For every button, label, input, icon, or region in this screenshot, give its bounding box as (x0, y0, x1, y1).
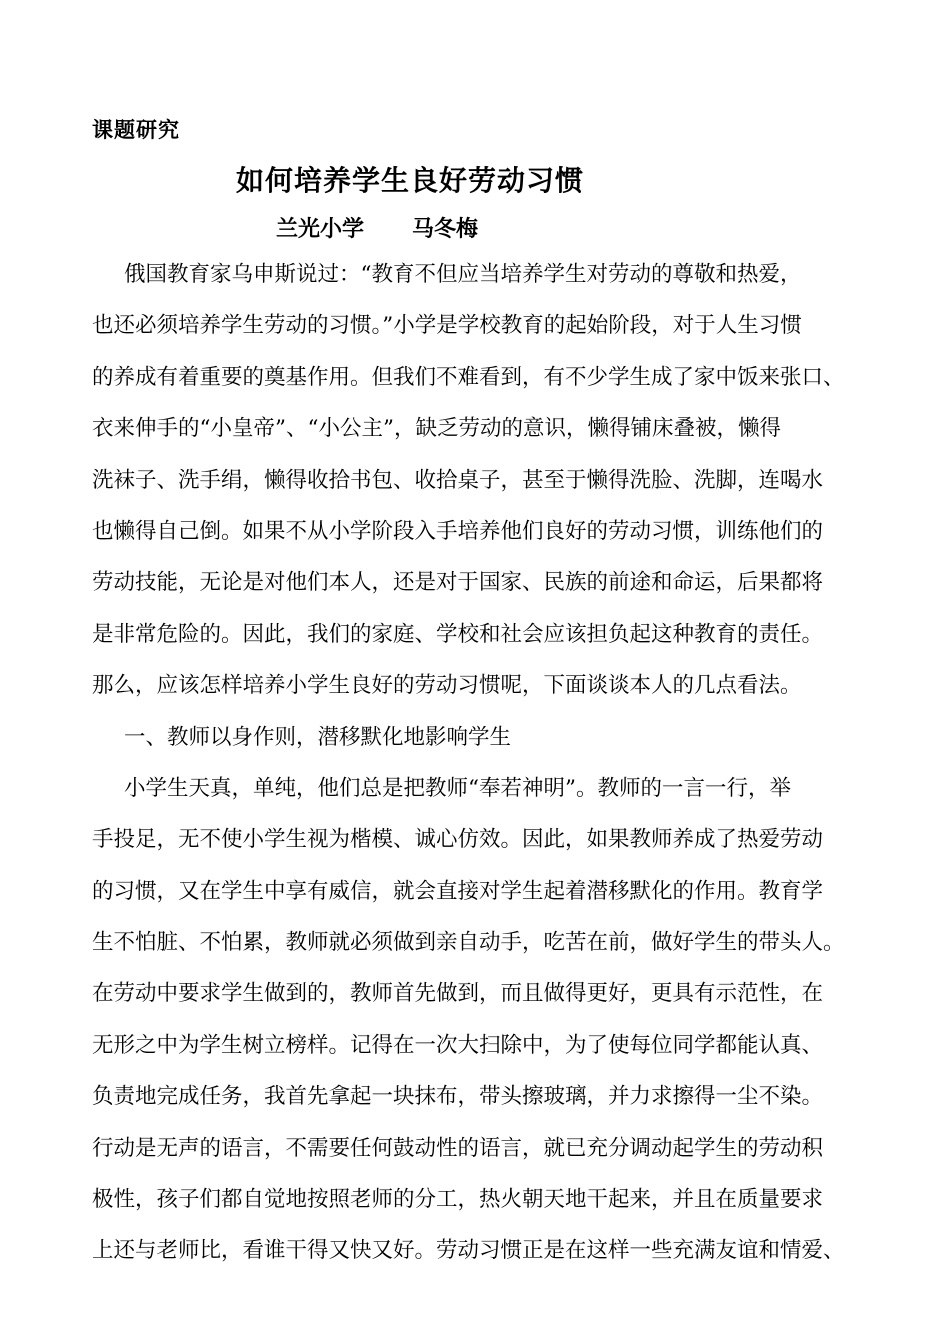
document-category: 课题研究 (92, 118, 180, 142)
paragraph-line: 那么，应该怎样培养小学生良好的劳动习惯呢，下面谈谈本人的几点看法。 (92, 673, 802, 699)
paragraph-line: 上还与老师比，看谁干得又快又好。劳动习惯正是在这样一些充满友谊和情爱、 (92, 1238, 845, 1264)
paragraph-line: 的养成有着重要的奠基作用。但我们不难看到，有不少学生成了家中饭来张口、 (92, 364, 845, 390)
paragraph-line: 负责地完成任务，我首先拿起一块抹布，带头擦玻璃，并力求擦得一尘不染。 (92, 1084, 824, 1110)
body-text (92, 258, 862, 1286)
paragraph-line: 无形之中为学生树立榜样。记得在一次大扫除中，为了使每位同学都能认真、 (92, 1032, 824, 1058)
paragraph-line: 极性，孩子们都自觉地按照老师的分工，热火朝天地干起来，并且在质量要求 (92, 1187, 824, 1213)
paragraph-line: 洗袜子、洗手绢，懒得收拾书包、收拾桌子，甚至于懒得洗脸、洗脚，连喝水 (92, 467, 824, 493)
paragraph-line: 衣来伸手的“小皇帝”、“小公主”，缺乏劳动的意识，懒得铺床叠被，懒得 (92, 416, 781, 442)
paragraph-line: 劳动技能，无论是对他们本人，还是对于国家、民族的前途和命运，后果都将 (92, 570, 824, 596)
paragraph-line: 也懒得自己倒。如果不从小学阶段入手培养他们良好的劳动习惯，训练他们的 (92, 518, 824, 544)
author-name: 马冬梅 (412, 217, 479, 242)
paragraph-line: 俄国教育家乌申斯说过：“教育不但应当培养学生对劳动的尊敬和热爱， (124, 262, 802, 287)
school-name: 兰光小学 (276, 217, 365, 242)
paragraph-line: 在劳动中要求学生做到的，教师首先做到，而且做得更好，更具有示范性，在 (92, 981, 824, 1007)
document-title: 如何培养学生良好劳动习惯 (236, 164, 585, 197)
paragraph-line: 也还必须培养学生劳动的习惯。”小学是学校教育的起始阶段，对于人生习惯 (92, 313, 802, 339)
paragraph-line: 的习惯，又在学生中享有威信，就会直接对学生起着潜移默化的作用。教育学 (92, 878, 824, 904)
paragraph-line: 行动是无声的语言，不需要任何鼓动性的语言，就已充分调动起学生的劳动积 (92, 1135, 824, 1161)
paragraph-line: 手投足，无不使小学生视为楷模、诚心仿效。因此，如果教师养成了热爱劳动 (92, 827, 824, 853)
section-heading: 一、教师以身作则，潜移默化地影响学生 (124, 724, 512, 750)
paragraph-line: 小学生天真，单纯，他们总是把教师“奉若神明”。教师的一言一行，举 (124, 775, 791, 801)
paragraph-line: 是非常危险的。因此，我们的家庭、学校和社会应该担负起这种教育的责任。 (92, 621, 824, 647)
paragraph-line: 生不怕脏、不怕累，教师就必须做到亲自动手，吃苦在前，做好学生的带头人。 (92, 930, 845, 956)
byline (276, 212, 478, 243)
